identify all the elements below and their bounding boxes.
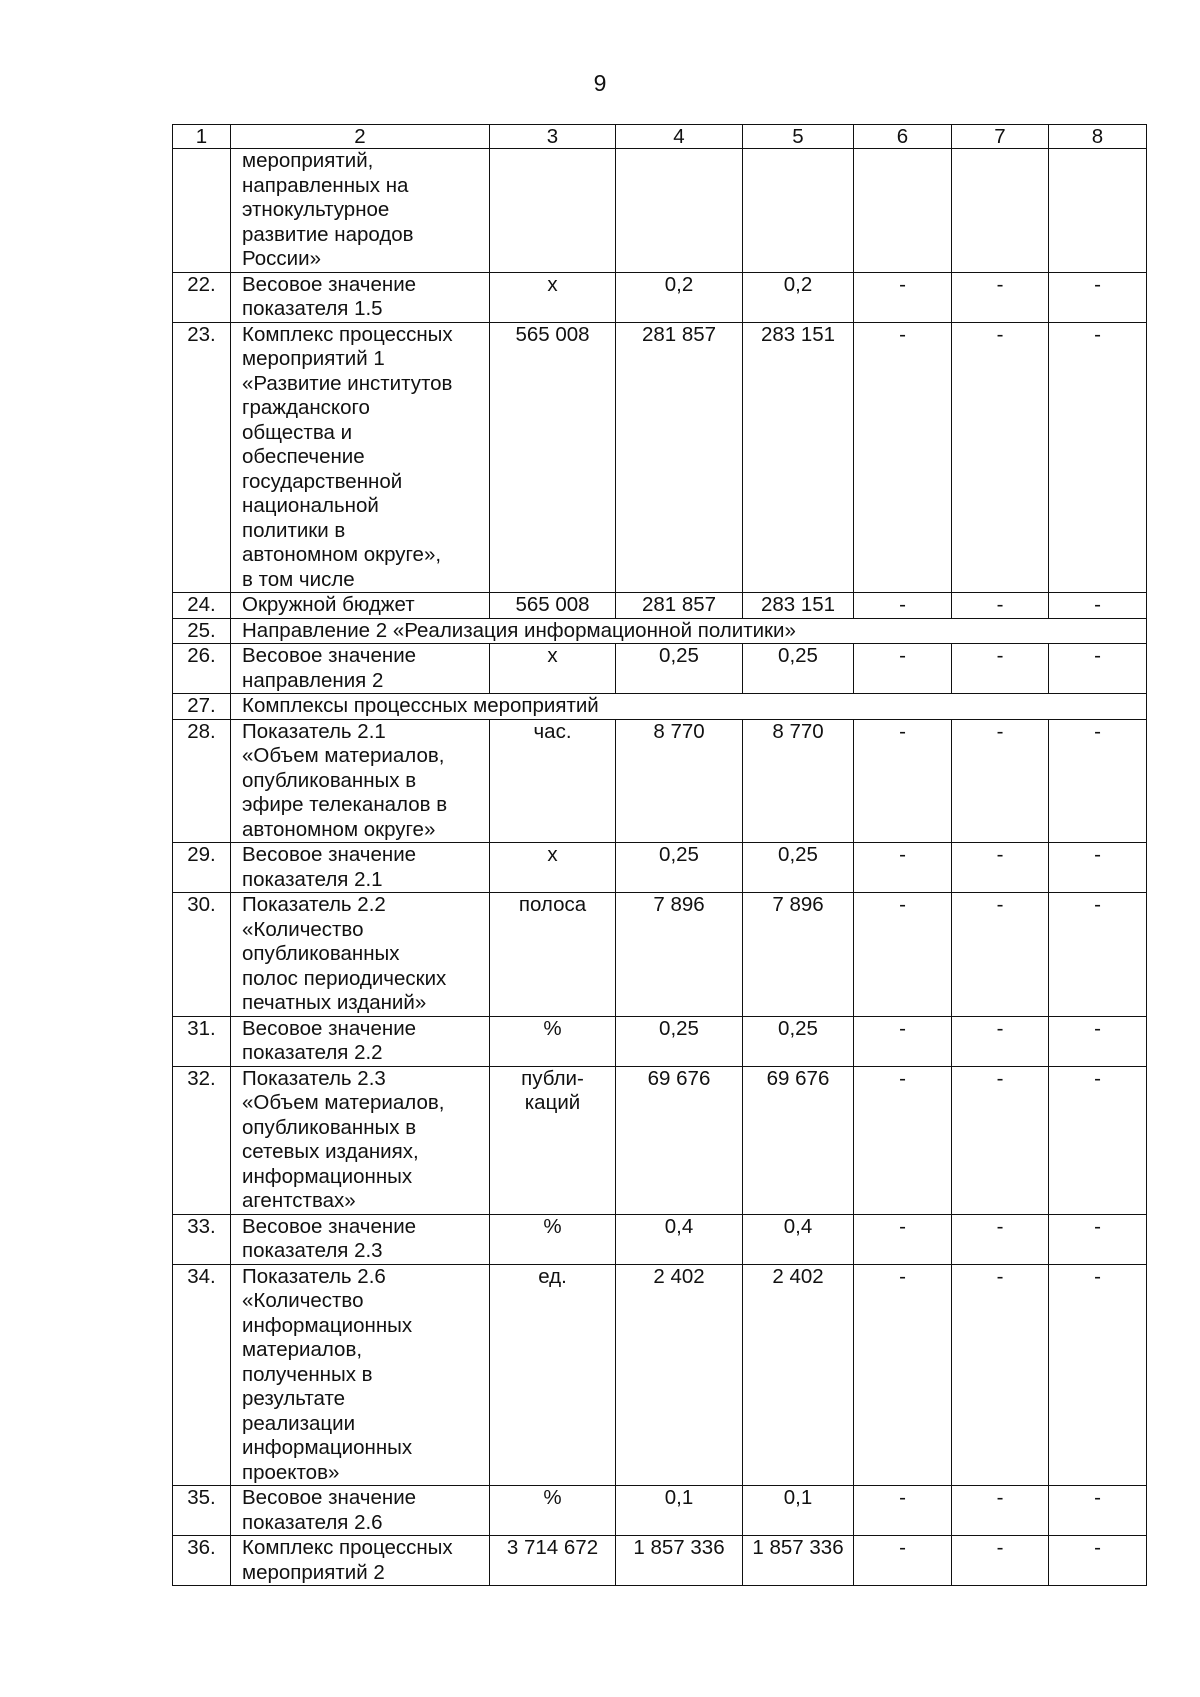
table-row (173, 272, 1147, 322)
row-number: 28. (173, 719, 231, 843)
row-number: 26. (173, 644, 231, 694)
table-row (173, 618, 1147, 644)
unit-or-total-cell: х (490, 843, 616, 893)
table-row (173, 149, 1147, 273)
indicator-name: Комплекс процессных мероприятий 1 «Развитие институтов гражданского общества и обеспечение государственной национальной политики в автономном округе», в том числе (231, 322, 490, 593)
row-number: 32. (173, 1066, 231, 1214)
value-cell: - (854, 843, 952, 893)
indicator-name: Весовое значение показателя 2.3 (231, 1214, 490, 1264)
row-number: 33. (173, 1214, 231, 1264)
value-cell: - (854, 893, 952, 1017)
value-cell: 0,2 (743, 272, 854, 322)
row-number (173, 149, 231, 273)
value-cell: - (854, 272, 952, 322)
indicator-name: Комплекс процессных мероприятий 2 (231, 1536, 490, 1586)
value-cell: - (1049, 843, 1147, 893)
value-cell: - (952, 719, 1049, 843)
indicator-name: Показатель 2.1 «Объем материалов, опубликованных в эфире телеканалов в автономном округе» (231, 719, 490, 843)
value-cell (616, 149, 743, 273)
table-body (173, 125, 1147, 1586)
value-cell: 7 896 (616, 893, 743, 1017)
value-cell: - (854, 719, 952, 843)
table-row (173, 1264, 1147, 1486)
unit-or-total-cell (490, 149, 616, 273)
row-number: 29. (173, 843, 231, 893)
value-cell: 281 857 (616, 593, 743, 619)
value-cell: 0,25 (743, 644, 854, 694)
value-cell: - (1049, 322, 1147, 593)
row-number: 25. (173, 618, 231, 644)
value-cell: 0,2 (616, 272, 743, 322)
value-cell: - (1049, 1214, 1147, 1264)
value-cell: 1 857 336 (616, 1536, 743, 1586)
row-number: 23. (173, 322, 231, 593)
value-cell: - (952, 1214, 1049, 1264)
unit-or-total-cell: полоса (490, 893, 616, 1017)
table-row (173, 593, 1147, 619)
row-number: 31. (173, 1016, 231, 1066)
value-cell (952, 149, 1049, 273)
value-cell: 2 402 (616, 1264, 743, 1486)
value-cell: - (854, 1066, 952, 1214)
value-cell: 0,25 (616, 1016, 743, 1066)
value-cell: - (854, 1214, 952, 1264)
value-cell: - (952, 593, 1049, 619)
table-row (173, 843, 1147, 893)
value-cell: 283 151 (743, 593, 854, 619)
value-cell: - (952, 843, 1049, 893)
table-row (173, 322, 1147, 593)
value-cell: - (854, 644, 952, 694)
table-row (173, 694, 1147, 720)
value-cell: 8 770 (616, 719, 743, 843)
value-cell: 69 676 (743, 1066, 854, 1214)
value-cell: 0,25 (616, 644, 743, 694)
value-cell: - (952, 1264, 1049, 1486)
value-cell: - (952, 1016, 1049, 1066)
indicator-name: Показатель 2.3 «Объем материалов, опубликованных в сетевых изданиях, информационных агентствах» (231, 1066, 490, 1214)
indicator-name: Показатель 2.2 «Количество опубликованных полос периодических печатных изданий» (231, 893, 490, 1017)
unit-or-total-cell: 565 008 (490, 322, 616, 593)
column-header: 8 (1049, 125, 1147, 149)
value-cell: - (854, 322, 952, 593)
unit-or-total-cell: % (490, 1214, 616, 1264)
unit-or-total-cell: х (490, 644, 616, 694)
value-cell: - (854, 1536, 952, 1586)
value-cell (743, 149, 854, 273)
value-cell: 0,4 (743, 1214, 854, 1264)
column-header: 5 (743, 125, 854, 149)
value-cell: - (1049, 272, 1147, 322)
table-row (173, 644, 1147, 694)
table-row (173, 719, 1147, 843)
value-cell: - (1049, 1264, 1147, 1486)
indicator-name: Весовое значение показателя 2.1 (231, 843, 490, 893)
value-cell: - (1049, 893, 1147, 1017)
value-cell: - (854, 1264, 952, 1486)
value-cell: - (952, 322, 1049, 593)
value-cell: - (854, 593, 952, 619)
value-cell: - (854, 1016, 952, 1066)
table-row (173, 1536, 1147, 1586)
table-row (173, 893, 1147, 1017)
unit-or-total-cell: 565 008 (490, 593, 616, 619)
value-cell: - (1049, 644, 1147, 694)
value-cell: 283 151 (743, 322, 854, 593)
table-row (173, 1066, 1147, 1214)
value-cell (1049, 149, 1147, 273)
indicator-name: мероприятий, направленных на этнокультурное развитие народов России» (231, 149, 490, 273)
value-cell: 0,1 (616, 1486, 743, 1536)
table-row (173, 1486, 1147, 1536)
unit-or-total-cell: х (490, 272, 616, 322)
value-cell: - (1049, 1486, 1147, 1536)
unit-or-total-cell: публи- каций (490, 1066, 616, 1214)
value-cell: - (952, 644, 1049, 694)
page-number: 9 (593, 70, 607, 96)
row-number: 22. (173, 272, 231, 322)
indicator-name: Весовое значение показателя 1.5 (231, 272, 490, 322)
column-header: 4 (616, 125, 743, 149)
value-cell: - (952, 1066, 1049, 1214)
value-cell: - (1049, 1536, 1147, 1586)
row-number: 36. (173, 1536, 231, 1586)
column-header: 6 (854, 125, 952, 149)
budget-indicators-table (172, 124, 1147, 1586)
indicator-name: Показатель 2.6 «Количество информационных материалов, полученных в результате реализации информационных проектов» (231, 1264, 490, 1486)
value-cell: - (1049, 719, 1147, 843)
indicator-name: Весовое значение направления 2 (231, 644, 490, 694)
unit-or-total-cell: % (490, 1486, 616, 1536)
value-cell (854, 149, 952, 273)
table-row (173, 1214, 1147, 1264)
value-cell: 69 676 (616, 1066, 743, 1214)
value-cell: 281 857 (616, 322, 743, 593)
value-cell: - (952, 1486, 1049, 1536)
indicator-name: Окружной бюджет (231, 593, 490, 619)
value-cell: - (952, 1536, 1049, 1586)
unit-or-total-cell: % (490, 1016, 616, 1066)
row-number: 27. (173, 694, 231, 720)
indicator-name: Весовое значение показателя 2.6 (231, 1486, 490, 1536)
unit-or-total-cell: ед. (490, 1264, 616, 1486)
column-header: 1 (173, 125, 231, 149)
value-cell: 0,4 (616, 1214, 743, 1264)
row-number: 24. (173, 593, 231, 619)
row-number: 35. (173, 1486, 231, 1536)
value-cell: 0,1 (743, 1486, 854, 1536)
section-heading: Комплексы процессных мероприятий (231, 694, 1147, 720)
value-cell: 0,25 (743, 843, 854, 893)
column-number-header-row (173, 125, 1147, 149)
section-heading: Направление 2 «Реализация информационной политики» (231, 618, 1147, 644)
value-cell: 8 770 (743, 719, 854, 843)
unit-or-total-cell: 3 714 672 (490, 1536, 616, 1586)
column-header: 7 (952, 125, 1049, 149)
row-number: 30. (173, 893, 231, 1017)
value-cell: - (952, 272, 1049, 322)
value-cell: - (1049, 1066, 1147, 1214)
value-cell: - (1049, 1016, 1147, 1066)
value-cell: - (952, 893, 1049, 1017)
table-row (173, 1016, 1147, 1066)
indicator-name: Весовое значение показателя 2.2 (231, 1016, 490, 1066)
row-number: 34. (173, 1264, 231, 1486)
value-cell: - (854, 1486, 952, 1536)
value-cell: 0,25 (616, 843, 743, 893)
value-cell: 7 896 (743, 893, 854, 1017)
value-cell: 2 402 (743, 1264, 854, 1486)
column-header: 3 (490, 125, 616, 149)
value-cell: - (1049, 593, 1147, 619)
value-cell: 0,25 (743, 1016, 854, 1066)
unit-or-total-cell: час. (490, 719, 616, 843)
value-cell: 1 857 336 (743, 1536, 854, 1586)
column-header: 2 (231, 125, 490, 149)
